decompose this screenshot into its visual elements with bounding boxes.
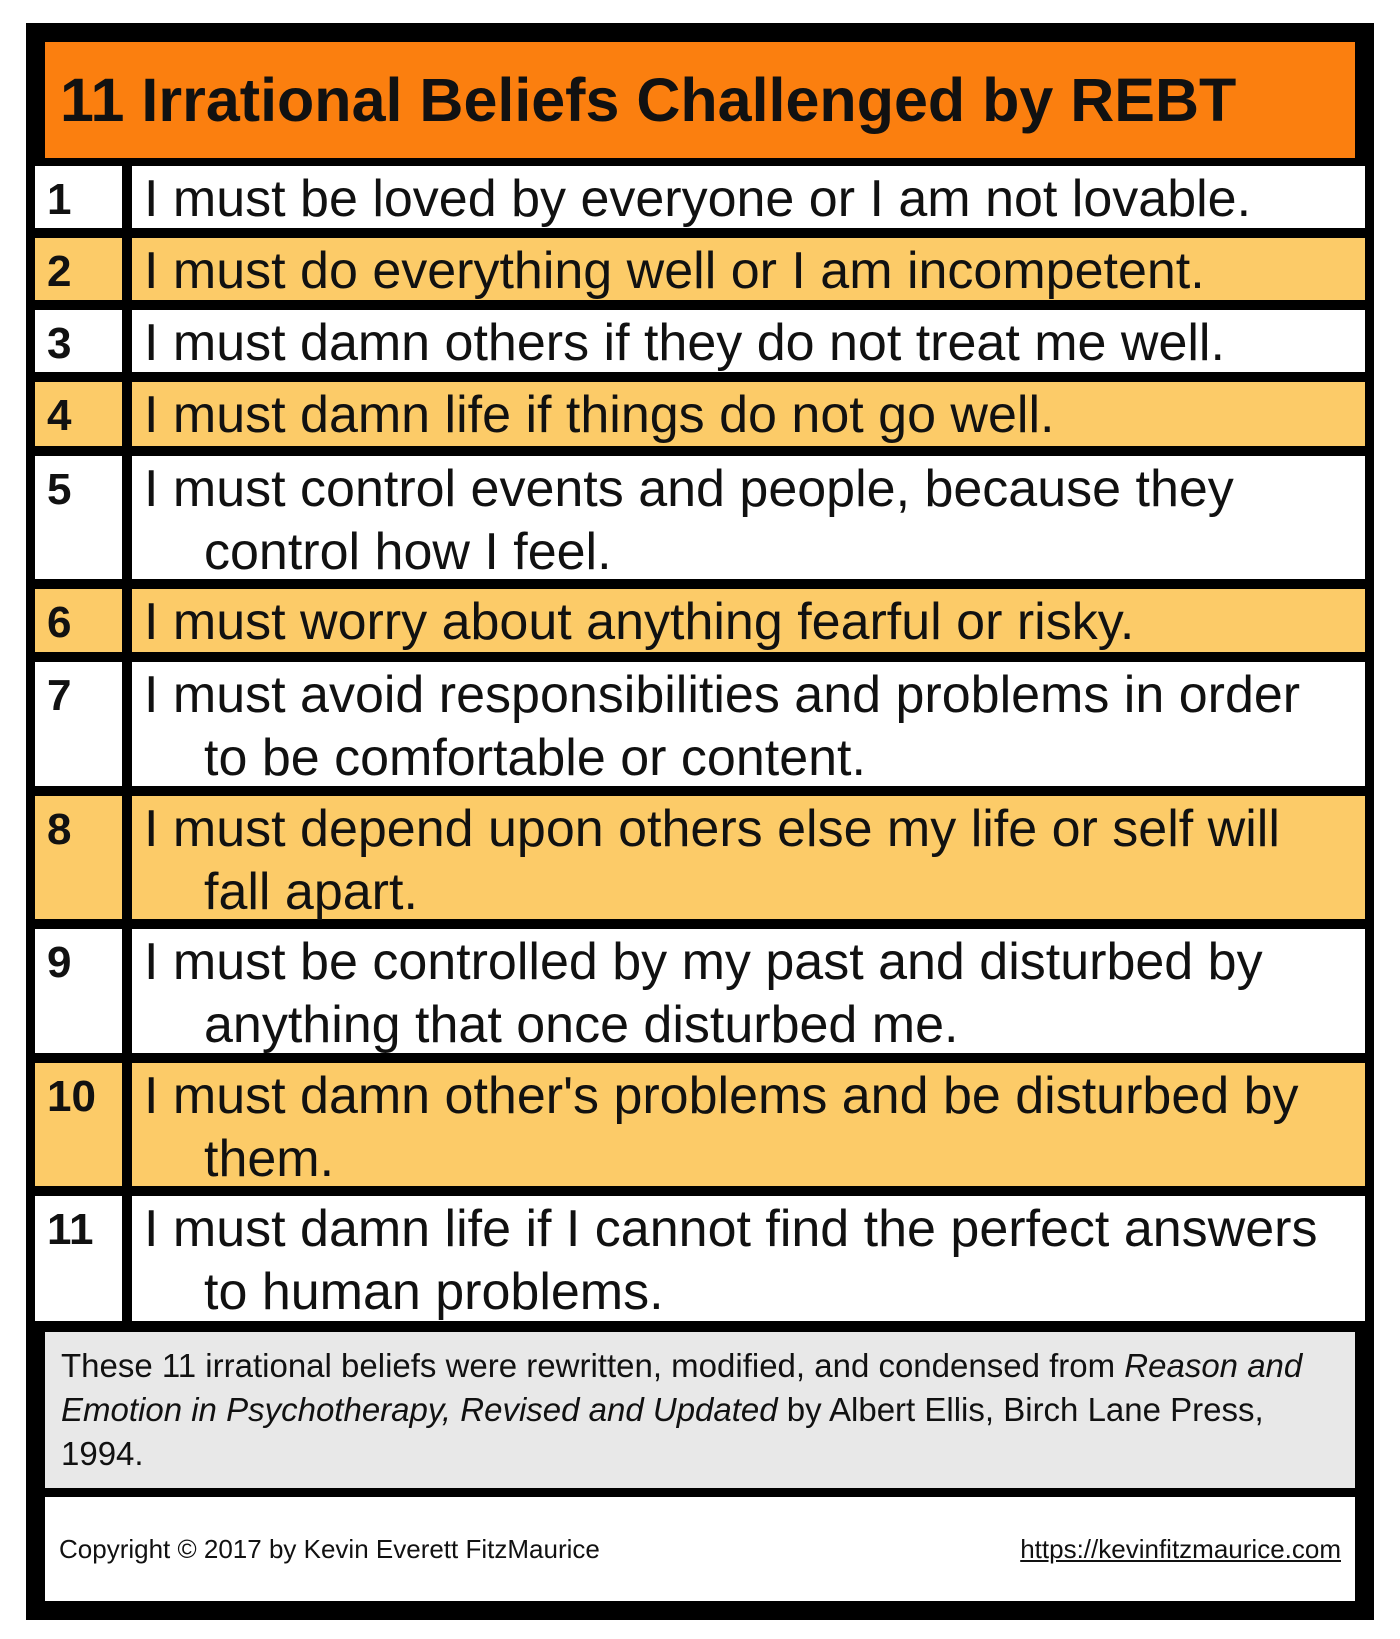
belief-text-cell	[132, 166, 1365, 228]
source-note-prefix: These 11 irrational beliefs were rewritten, modified, and condensed from	[61, 1347, 1125, 1384]
belief-row-5	[35, 456, 1365, 579]
belief-number-cell	[35, 1196, 122, 1321]
belief-row-9	[35, 929, 1365, 1053]
belief-row-6	[35, 589, 1365, 652]
belief-number-cell	[35, 796, 122, 919]
belief-text: I must be controlled by my past and disturbed by anything that once disturbed me.	[144, 933, 1263, 1054]
belief-text: I must avoid responsibilities and problems in order to be comfortable or content.	[144, 666, 1301, 787]
belief-number-cell	[35, 310, 122, 372]
website-link[interactable]: https://kevinfitzmaurice.com	[1020, 1533, 1341, 1564]
page-title: 11 Irrational Beliefs Challenged by REBT	[60, 66, 1237, 134]
belief-text-cell	[132, 456, 1365, 579]
belief-number: 6	[47, 598, 72, 647]
belief-row-11	[35, 1196, 1365, 1321]
belief-number: 7	[47, 671, 72, 720]
belief-number: 11	[47, 1205, 94, 1254]
belief-text: I must do everything well or I am incompetent.	[144, 242, 1205, 300]
belief-row-1	[35, 166, 1365, 228]
belief-number: 5	[47, 465, 72, 514]
source-book-title: Reason and Emotion in Psychotherapy, Revised and Updated	[61, 1347, 1303, 1428]
belief-number: 2	[47, 247, 72, 296]
belief-row-10	[35, 1063, 1365, 1186]
source-note-suffix: by Albert Ellis, Birch Lane Press, 1994.	[61, 1391, 1264, 1472]
belief-number-cell	[35, 589, 122, 652]
belief-text: I must damn life if I cannot find the perfect answers to human problems.	[144, 1200, 1318, 1321]
belief-text-cell	[132, 382, 1365, 446]
belief-text: I must depend upon others else my life or self will fall apart.	[144, 800, 1280, 921]
belief-text: I must damn others if they do not treat me well.	[144, 314, 1225, 372]
source-note	[45, 1332, 1355, 1488]
belief-text-cell	[132, 589, 1365, 652]
belief-number: 1	[47, 175, 72, 224]
belief-text-cell	[132, 310, 1365, 372]
title-bar	[45, 42, 1355, 158]
belief-number: 8	[47, 805, 72, 854]
belief-text: I must damn other's problems and be disturbed by them.	[144, 1067, 1299, 1188]
belief-text-cell	[132, 796, 1365, 919]
belief-number: 9	[47, 938, 72, 987]
beliefs-chart-frame	[26, 23, 1374, 1620]
belief-text-cell	[132, 1063, 1365, 1186]
belief-number: 10	[47, 1072, 96, 1121]
belief-row-7	[35, 662, 1365, 786]
belief-number: 3	[47, 319, 72, 368]
belief-row-3	[35, 310, 1365, 372]
copyright-text: Copyright © 2017 by Kevin Everett FitzMaurice	[59, 1533, 600, 1564]
belief-text-cell	[132, 662, 1365, 786]
belief-text: I must be loved by everyone or I am not lovable.	[144, 170, 1252, 228]
belief-text-cell	[132, 929, 1365, 1053]
belief-text-cell	[132, 1196, 1365, 1321]
belief-text: I must control events and people, because they control how I feel.	[144, 460, 1234, 581]
belief-text: I must worry about anything fearful or risky.	[144, 593, 1135, 651]
belief-row-8	[35, 796, 1365, 919]
belief-number-cell	[35, 166, 122, 228]
belief-number-cell	[35, 929, 122, 1053]
belief-number-cell	[35, 662, 122, 786]
belief-text: I must damn life if things do not go well.	[144, 386, 1055, 444]
belief-row-2	[35, 238, 1365, 300]
belief-number-cell	[35, 382, 122, 446]
belief-number: 4	[47, 391, 72, 440]
belief-number-cell	[35, 238, 122, 300]
belief-number-cell	[35, 1063, 122, 1186]
belief-text-cell	[132, 238, 1365, 300]
footer	[45, 1497, 1355, 1601]
belief-number-cell	[35, 456, 122, 579]
belief-row-4	[35, 382, 1365, 446]
